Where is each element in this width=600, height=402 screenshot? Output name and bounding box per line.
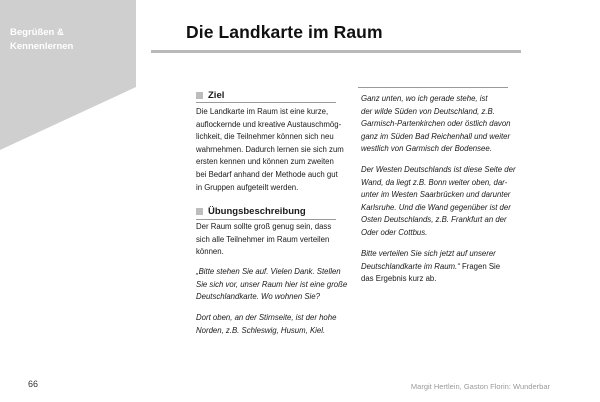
quote-paragraph-2: Dort oben, an der Stirnseite, ist der hohe Norden, z.B. Schleswig, Husum, Kiel.: [196, 313, 337, 335]
title-underline: [151, 50, 521, 53]
chapter-tab-label: [10, 26, 130, 54]
right-paragraph-3-italic: Bitte verteilen Sie sich jetzt auf unserer Deutschlandkarte im Raum.“: [361, 249, 496, 271]
right-paragraph-3-normal: Fragen Sie das Ergebnis kurz ab.: [361, 261, 501, 284]
chapter-tab-text: Begrüßen & Kennenlernen: [10, 27, 74, 52]
section-heading-ziel-text: Ziel: [208, 90, 225, 101]
ziel-paragraph: Die Landkarte im Raum ist eine kurze, auflockernde und kreative Austauschmög- lichkeit, die Teilnehmer können sich neu wahrnehmen. Dadurch lernen sie sich zum ersten kennen und können zum zweiten bei Bedarf anhand der Methode auch gut in Gruppen aufgeteilt werden.: [196, 107, 344, 192]
right-paragraph-1: Ganz unten, wo ich gerade stehe, ist der wilde Süden von Deutschland, z.B. Garmisch-Partenkirchen oder östlich davon ganz im Süden Bad Reichenhall und weiter westlich von Garmisch der Bodensee.: [361, 94, 511, 154]
uebung-paragraph: Der Raum sollte groß genug sein, dass sich alle Teilnehmer im Raum verteilen können.: [196, 222, 332, 257]
section-heading-ziel: [196, 90, 224, 101]
section-rule-ziel: [196, 102, 336, 103]
bullet-square-icon: [196, 208, 203, 215]
section-rule-uebung: [196, 219, 336, 220]
bullet-square-icon: [196, 92, 203, 99]
chapter-tab: [0, 0, 136, 150]
page-number: 66: [28, 379, 39, 389]
section-heading-uebung-text: Übungsbeschreibung: [208, 206, 306, 217]
right-paragraph-2: Der Westen Deutschlands ist diese Seite der Wand, da liegt z.B. Bonn weiter oben, dar- unter im Westen Saarbrücken und darunter Karlsruhe. Und die Wand gegenüber ist der Osten Deutschlands, z.B. Frankfurt an der Oder oder Cottbus.: [361, 165, 516, 237]
quote-paragraph-1: „Bitte stehen Sie auf. Vielen Dank. Stellen Sie sich vor, unser Raum hier ist eine große Deutschlandkarte. Wo wohnen Sie?: [196, 267, 348, 302]
right-column-rule: [358, 87, 508, 88]
page-title: Die Landkarte im Raum: [186, 22, 383, 42]
right-paragraph-3: [361, 248, 500, 286]
section-heading-uebung: [196, 206, 306, 217]
footer-credit: Margit Hertlein, Gaston Florin: Wunderbar: [410, 382, 550, 391]
